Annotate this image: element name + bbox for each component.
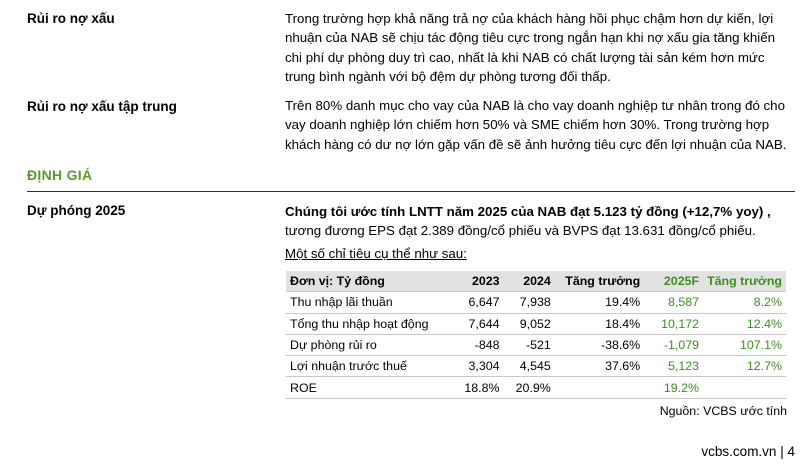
row-label: ROE [286,377,447,398]
header-growth-2024: Tăng trưởng [555,271,644,292]
forecast-table [286,271,786,399]
cell-growth-2025f: 12.4% [703,313,786,334]
header-unit: Đơn vị: Tỷ đồng [286,271,447,292]
cell-growth-2024: 18.4% [555,313,644,334]
table-row [286,292,786,313]
cell-growth-2024: 37.6% [555,356,644,377]
cell-growth-2025f: 107.1% [703,334,786,355]
text-line: Trên 80% danh mục cho vay của NAB là cho vay doanh nghiệp tư nhân trong đó cho [285,98,785,113]
text-line: trung bình ngành với bộ đệm dự phòng tương đối thấp. [285,69,611,85]
cell-2025f: 10,172 [644,313,703,334]
risk-text-npl [285,9,795,87]
risk-text-concentrated-npl [285,96,795,154]
cell-2023: 6,647 [447,292,504,313]
header-growth-2025f: Tăng trưởng [703,271,786,292]
text-line: Trong trường hợp khả năng trả nợ của khách hàng hồi phục chậm hơn dự kiến, lợi [285,11,774,26]
forecast-headline: Chúng tôi ước tính LNTT năm 2025 của NAB đạt 5.123 tỷ đồng (+12,7% yoy) , [285,204,771,219]
page-footer [701,444,795,459]
cell-2025f: -1,079 [644,334,703,355]
cell-2024: 4,545 [504,356,555,377]
cell-growth-2024: -38.6% [555,334,644,355]
cell-growth-2025f [703,377,786,398]
section-title-valuation: ĐỊNH GIÁ [27,167,93,183]
cell-growth-2025f: 8.2% [703,292,786,313]
cell-2024: 9,052 [504,313,555,334]
row-label: Dự phòng rủi ro [286,334,447,355]
page-number: 4 [787,444,795,459]
text-line: khách hàng có dư nợ lớn gặp vấn đề sẽ ảnh hưởng tiêu cực đến lợi nhuận của NAB. [285,136,787,152]
text-line: chi phí dự phòng duy trì cao, nhất là khi NAB có chất lượng tài sản kém hơn mức [285,49,765,65]
cell-2023: 7,644 [447,313,504,334]
table-row [286,334,786,355]
row-label: Tổng thu nhập hoạt động [286,313,447,334]
table-source: Nguồn: VCBS ước tính [659,404,787,418]
cell-2023: 18.8% [447,377,504,398]
cell-2024: -521 [504,334,555,355]
text-line: vay doanh nghiệp lớn chiếm hơn 50% và SME chiếm hơn 30%. Trong trường hợp [285,117,770,133]
cell-2024: 20.9% [504,377,555,398]
forecast-subline: tương đương EPS đạt 2.389 đồng/cổ phiếu và BVPS đạt 13.631 đồng/cổ phiếu. [285,223,756,238]
table-header-row [286,271,786,292]
risk-label-npl: Rủi ro nợ xấu [27,11,115,26]
cell-2023: -848 [447,334,504,355]
cell-2025f: 19.2% [644,377,703,398]
cell-2025f: 5,123 [644,356,703,377]
row-label: Lợi nhuận trước thuế [286,356,447,377]
footer-separator: | [780,444,788,459]
cell-2025f: 8,587 [644,292,703,313]
table-row [286,356,786,377]
cell-growth-2025f: 12.7% [703,356,786,377]
footer-site-link[interactable]: vcbs.com.vn [701,444,777,459]
header-2024: 2024 [504,271,555,292]
cell-growth-2024 [555,377,644,398]
cell-2023: 3,304 [447,356,504,377]
header-2025f: 2025F [644,271,703,292]
text-line: nhuận của NAB sẽ chịu tác động tiêu cực trong ngắn hạn khi nợ xấu gia tăng khiến [285,30,775,46]
header-2023: 2023 [447,271,504,292]
table-intro: Một số chỉ tiêu cụ thể như sau: [285,246,467,261]
section-divider [27,191,795,192]
row-label: Thu nhập lãi thuần [286,292,447,313]
forecast-label: Dự phóng 2025 [27,203,126,218]
table-row [286,377,786,398]
risk-label-concentrated-npl: Rủi ro nợ xấu tập trung [27,99,177,114]
table-row [286,313,786,334]
cell-growth-2024: 19.4% [555,292,644,313]
cell-2024: 7,938 [504,292,555,313]
